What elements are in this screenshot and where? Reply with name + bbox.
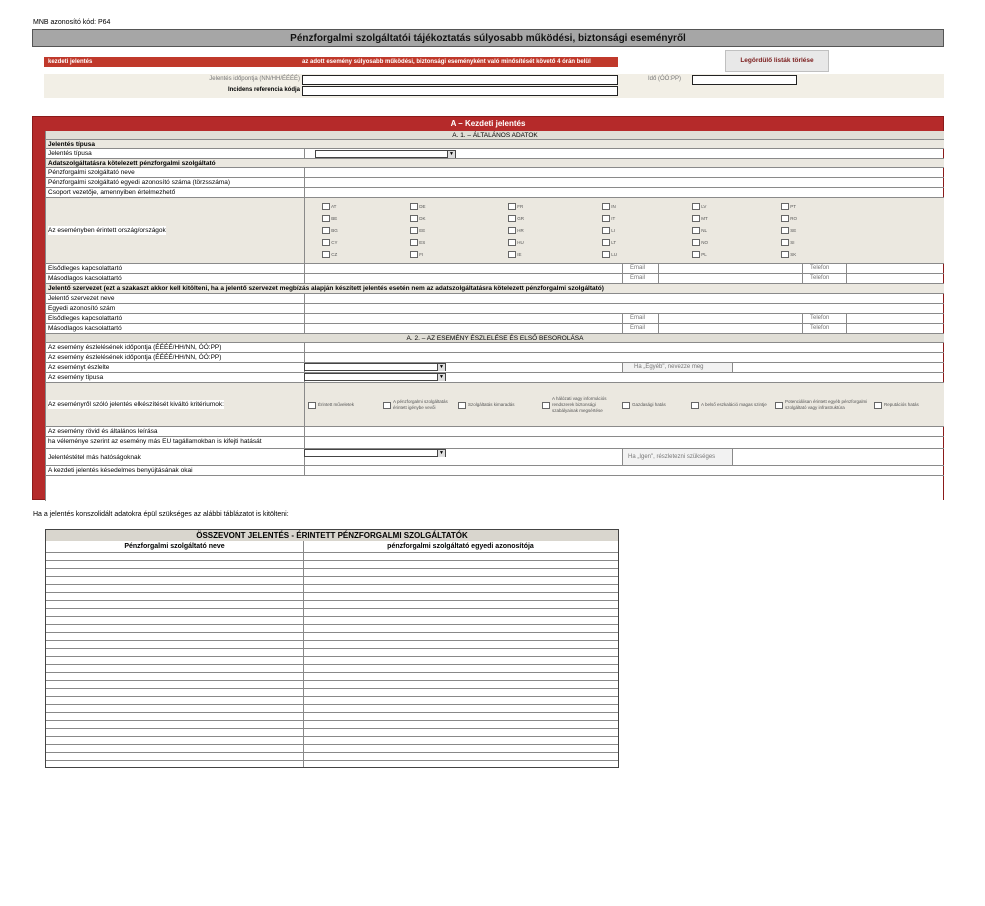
table-row[interactable]	[46, 584, 618, 592]
report-date-label: Jelentés időpontja (NN/HH/ÉÉÉÉ)	[209, 76, 300, 82]
country-checkbox-si[interactable]	[781, 238, 795, 247]
row-label: ha véleménye szerint az esemény más EU tagállamokban is kifejti hatását	[48, 438, 262, 445]
country-checkbox-hr[interactable]	[508, 226, 524, 235]
row-label: Pénzforgalmi szolgáltató neve	[48, 169, 135, 176]
checkbox[interactable]	[781, 227, 789, 234]
row-provider-heading	[46, 159, 944, 168]
checkbox[interactable]	[692, 227, 700, 234]
country-checkbox-cy[interactable]	[322, 238, 338, 247]
country-code: LT	[610, 240, 617, 245]
col-provider-id: pénzforgalmi szolgáltató egyedi azonosítója	[387, 543, 534, 550]
checkbox[interactable]	[692, 251, 700, 258]
country-checkbox-lu[interactable]	[602, 250, 617, 259]
country-checkbox-dk[interactable]	[410, 214, 426, 223]
country-checkbox-it[interactable]	[602, 214, 615, 223]
country-code: SI	[789, 240, 795, 245]
checkbox[interactable]	[602, 251, 610, 258]
checkbox[interactable]	[622, 402, 630, 409]
table-row[interactable]	[46, 640, 618, 648]
section-a-grid	[45, 131, 943, 501]
row-label: Az eseményben érintett ország/országok	[48, 227, 166, 234]
country-code: EE	[418, 228, 426, 233]
country-code: FI	[418, 252, 424, 257]
row-label: Másodlagos kacsolattartó	[48, 275, 122, 282]
country-code: IT	[610, 216, 616, 221]
country-code: LI	[610, 228, 616, 233]
criterion-label: Szolgáltatás kimaradás	[468, 402, 515, 407]
country-code: PL	[700, 252, 707, 257]
row-countries	[46, 198, 944, 264]
chevron-down-icon: ▼	[437, 450, 445, 457]
country-checkbox-fi[interactable]	[410, 250, 423, 259]
checkbox[interactable]	[410, 227, 418, 234]
row-label: Egyedi azonosító szám	[48, 305, 116, 312]
criterion-label: A hálózati vagy információs rendszerek biztonsági szabályainak megsértése	[552, 396, 607, 413]
phone-label: Telefon	[810, 315, 830, 321]
country-code: PT	[789, 204, 797, 209]
table-row[interactable]	[46, 624, 618, 632]
criterion-label: Reputációs hatás	[884, 402, 919, 407]
incident-ref-label: Incidens referencia kódja	[227, 87, 300, 93]
row-detected-by	[46, 363, 944, 373]
country-code: AT	[330, 204, 337, 209]
country-code: RO	[789, 216, 798, 221]
table-row[interactable]	[46, 560, 618, 568]
email-label: Email	[630, 275, 646, 281]
phone-label: Telefon	[810, 265, 830, 271]
checkbox[interactable]	[602, 203, 610, 210]
row-reporting-org-name	[46, 294, 944, 304]
row-eu-impact	[46, 437, 944, 449]
subsection-a1-title: A. 1. – ÁLTALÁNOS ADATOK	[452, 132, 538, 139]
chevron-down-icon: ▼	[447, 151, 455, 158]
checkbox[interactable]	[602, 215, 610, 222]
col-provider-name: Pénzforgalmi szolgáltató neve	[124, 543, 225, 550]
other-authorities-select[interactable]	[304, 449, 446, 457]
row-secondary-contact	[46, 274, 944, 284]
table-row[interactable]	[46, 688, 618, 696]
criterion-label: Gazdasági hatás	[632, 402, 666, 407]
criterion-checkbox[interactable]	[874, 389, 934, 421]
checkbox[interactable]	[508, 239, 516, 246]
country-checkbox-li[interactable]	[602, 226, 615, 235]
country-checkbox-ee[interactable]	[410, 226, 425, 235]
country-checkbox-lv[interactable]	[692, 202, 706, 211]
row-other-authorities	[46, 449, 944, 466]
row-label: Adatszolgáltatásra kötelezett pénzforgalmi szolgáltató	[48, 160, 216, 167]
checkbox[interactable]	[410, 251, 418, 258]
consolidated-title: ÖSSZEVONT JELENTÉS - ÉRINTETT PÉNZFORGALMI SZOLGÁLTATÓK	[46, 530, 618, 541]
country-checkbox-lt[interactable]	[602, 238, 616, 247]
phone-label: Telefon	[810, 275, 830, 281]
report-date-input[interactable]	[302, 75, 618, 85]
checkbox[interactable]	[322, 251, 330, 258]
country-checkbox-cz[interactable]	[322, 250, 337, 259]
country-code: GR	[516, 216, 525, 221]
checkbox[interactable]	[775, 402, 783, 409]
row-org-secondary-contact	[46, 324, 944, 334]
checkbox[interactable]	[410, 239, 418, 246]
country-checkbox-pl[interactable]	[692, 250, 707, 259]
section-a	[32, 116, 944, 500]
country-checkbox-se[interactable]	[781, 226, 796, 235]
criterion-label: A pénzforgalmi szolgáltatás érintett igénybe vevői	[393, 399, 448, 410]
country-checkbox-in[interactable]	[602, 202, 616, 211]
table-row[interactable]	[46, 592, 618, 600]
table-row[interactable]	[46, 720, 618, 728]
criterion-checkbox[interactable]	[308, 389, 378, 421]
consolidated-table	[45, 529, 619, 768]
row-label: Az eseményről szóló jelentés elkészítését kiváltó kritériumok:	[48, 401, 224, 408]
subsection-a2-title: A. 2. – AZ ESEMÉNY ÉSZLELÉSE ÉS ELSŐ BESOROLÁSA	[406, 335, 584, 342]
row-detection-time-1	[46, 343, 944, 353]
country-checkbox-be[interactable]	[322, 214, 337, 223]
checkbox[interactable]	[322, 239, 330, 246]
checkbox[interactable]	[410, 203, 418, 210]
country-checkbox-bg[interactable]	[322, 226, 338, 235]
checkbox[interactable]	[692, 215, 700, 222]
table-row[interactable]	[46, 760, 618, 768]
table-row[interactable]	[46, 568, 618, 576]
table-row[interactable]	[46, 600, 618, 608]
country-code: HU	[516, 240, 524, 245]
row-primary-contact	[46, 264, 944, 274]
checkbox[interactable]	[874, 402, 882, 409]
table-row[interactable]	[46, 728, 618, 736]
country-checkbox-hu[interactable]	[508, 238, 524, 247]
row-label: Elsődleges kapcsolattartó	[48, 265, 123, 272]
country-code: BG	[330, 228, 338, 233]
country-checkbox-pt[interactable]	[781, 202, 796, 211]
report-type-select[interactable]	[315, 150, 456, 158]
event-type-select[interactable]	[304, 373, 446, 381]
table-row[interactable]	[46, 608, 618, 616]
checkbox[interactable]	[308, 402, 316, 409]
checkbox[interactable]	[322, 203, 330, 210]
country-checkbox-fr[interactable]	[508, 202, 523, 211]
incident-ref-input[interactable]	[302, 86, 618, 96]
country-code: DE	[418, 204, 426, 209]
country-checkbox-nl[interactable]	[692, 226, 707, 235]
country-checkbox-gr[interactable]	[508, 214, 524, 223]
chevron-down-icon: ▼	[437, 374, 445, 381]
subsection-a1	[46, 131, 944, 140]
country-code: SE	[789, 228, 797, 233]
detected-by-select[interactable]	[304, 363, 446, 371]
country-code: NO	[700, 240, 709, 245]
row-label: Az eseményt észlelte	[48, 364, 110, 371]
country-code: CY	[330, 240, 338, 245]
time-input[interactable]	[692, 75, 797, 85]
checkbox[interactable]	[781, 203, 789, 210]
criterion-label: Érintett műveletek	[318, 402, 355, 407]
table-row[interactable]	[46, 664, 618, 672]
table-row[interactable]	[46, 576, 618, 584]
table-row[interactable]	[46, 632, 618, 640]
criterion-checkbox[interactable]	[383, 389, 455, 421]
subsection-a2	[46, 334, 944, 343]
row-event-type	[46, 373, 944, 383]
table-row[interactable]	[46, 696, 618, 704]
row-criteria	[46, 383, 944, 427]
table-row[interactable]	[46, 752, 618, 760]
checkbox[interactable]	[383, 402, 391, 409]
email-label: Email	[630, 315, 646, 321]
country-code: CZ	[330, 252, 338, 257]
row-label: Elsődleges kapcsolattartó	[48, 315, 123, 322]
country-checkbox-es[interactable]	[410, 238, 425, 247]
country-code: LU	[610, 252, 618, 257]
criterion-checkbox[interactable]	[622, 389, 686, 421]
country-checkbox-mt[interactable]	[692, 214, 708, 223]
clear-dropdowns-button[interactable]: Legördülő listák törlése	[725, 50, 829, 72]
checkbox[interactable]	[542, 402, 550, 409]
table-row[interactable]	[46, 744, 618, 752]
row-report-type	[46, 149, 944, 159]
consolidated-note: Ha a jelentés konszolidált adatokra épül szükséges az alábbi táblázatot is kitölteni:	[33, 511, 289, 518]
checkbox[interactable]	[781, 215, 789, 222]
row-label: Másodlagos kacsolattartó	[48, 325, 122, 332]
table-row[interactable]	[46, 704, 618, 712]
row-org-primary-contact	[46, 314, 944, 324]
checkbox[interactable]	[602, 239, 610, 246]
country-checkbox-no[interactable]	[692, 238, 708, 247]
checkbox[interactable]	[781, 251, 789, 258]
row-label: Csoport vezetője, amennyiben értelmezhető	[48, 189, 176, 196]
country-code: BE	[330, 216, 338, 221]
table-row[interactable]	[46, 656, 618, 664]
checkbox[interactable]	[692, 239, 700, 246]
row-report-type-heading	[46, 140, 944, 149]
checkbox[interactable]	[508, 227, 516, 234]
country-code: LV	[700, 204, 707, 209]
criterion-checkbox[interactable]	[458, 389, 538, 421]
row-provider-name	[46, 168, 944, 178]
row-group-leader	[46, 188, 944, 198]
row-reporting-org-id	[46, 304, 944, 314]
country-checkbox-ie[interactable]	[508, 250, 522, 259]
row-label: Az esemény típusa	[48, 374, 104, 381]
country-code: ES	[418, 240, 426, 245]
yes-hint: Ha „Igen", részletezni szükséges	[628, 454, 716, 460]
table-row[interactable]	[46, 680, 618, 688]
report-type-bar	[44, 57, 618, 67]
table-row[interactable]	[46, 648, 618, 656]
report-type-note: az adott esemény súlyosabb működési, biztonsági eseményként való minősítését követő 4 órán belül	[302, 59, 591, 65]
checkbox[interactable]	[458, 402, 466, 409]
checkbox[interactable]	[692, 203, 700, 210]
row-label: Jelentő szervezet neve	[48, 295, 115, 302]
country-code: HR	[516, 228, 524, 233]
country-code: IE	[516, 252, 522, 257]
time-label: Idő (ÓÓ:PP)	[648, 76, 682, 82]
report-type-label: kezdeti jelentés	[48, 59, 93, 65]
checkbox[interactable]	[781, 239, 789, 246]
row-description	[46, 427, 944, 437]
checkbox[interactable]	[602, 227, 610, 234]
checkbox[interactable]	[322, 215, 330, 222]
country-code: NL	[700, 228, 708, 233]
row-late-reasons	[46, 466, 944, 476]
criterion-label: A belső eszkaláció magas szintje	[701, 402, 767, 407]
table-row[interactable]	[46, 672, 618, 680]
country-code: SK	[789, 252, 797, 257]
row-provider-id	[46, 178, 944, 188]
table-row[interactable]	[46, 616, 618, 624]
phone-label: Telefon	[810, 325, 830, 331]
criterion-checkbox[interactable]	[775, 389, 871, 421]
chevron-down-icon: ▼	[437, 364, 445, 371]
table-row[interactable]	[46, 552, 618, 560]
table-row[interactable]	[46, 712, 618, 720]
row-label: Jelentés típusa	[48, 141, 95, 148]
email-label: Email	[630, 325, 646, 331]
row-label: Jelentés típusa	[48, 150, 92, 157]
checkbox[interactable]	[322, 227, 330, 234]
checkbox[interactable]	[508, 251, 516, 258]
country-checkbox-at[interactable]	[322, 202, 336, 211]
checkbox[interactable]	[691, 402, 699, 409]
criterion-checkbox[interactable]	[542, 389, 620, 421]
checkbox[interactable]	[410, 215, 418, 222]
checkbox[interactable]	[508, 203, 516, 210]
row-label: Jelentő szervezet (ezt a szakaszt akkor kell kitölteni, ha a jelentő szervezet megbízás alapján készített jelentés esetén nem az adatszolgáltatásra kötelezett pénzforgalmi szolgáltató)	[48, 285, 604, 292]
country-code: FR	[516, 204, 524, 209]
row-label: Az esemény észlelésének időpontja (ÉÉÉÉ/HH/NN, ÓÓ:PP)	[48, 354, 222, 361]
row-label: Az esemény rövid és általános leírása	[48, 428, 158, 435]
criterion-label: Potenciálisan érintett egyéb pénzforgalmi szolgáltató vagy infrastruktúra	[785, 399, 868, 410]
country-code: IN	[610, 204, 616, 209]
row-label: Pénzforgalmi szolgáltató egyedi azonosító száma (törzsszáma)	[48, 179, 231, 186]
table-row[interactable]	[46, 736, 618, 744]
criterion-checkbox[interactable]	[691, 389, 771, 421]
country-checkbox-sk[interactable]	[781, 250, 796, 259]
email-label: Email	[630, 265, 646, 271]
page-title: Pénzforgalmi szolgáltatói tájékoztatás súlyosabb működési, biztonsági eseményről	[32, 29, 944, 47]
country-code: MT	[700, 216, 708, 221]
country-checkbox-ro[interactable]	[781, 214, 797, 223]
checkbox[interactable]	[508, 215, 516, 222]
country-code: DK	[418, 216, 426, 221]
country-checkbox-de[interactable]	[410, 202, 426, 211]
row-reporting-org-heading	[46, 284, 944, 294]
other-hint: Ha „Egyéb", nevezze meg	[634, 364, 704, 370]
section-a-title: A – Kezdeti jelentés	[450, 119, 526, 128]
row-label: A kezdeti jelentés késedelmes benyújtásának okai	[48, 467, 193, 474]
form-code: MNB azonosító kód: P64	[33, 19, 111, 26]
row-label: Jelentéstétel más hatóságoknak	[48, 454, 141, 461]
row-detection-time-2	[46, 353, 944, 363]
row-label: Az esemény észlelésének időpontja (ÉÉÉÉ/HH/NN, ÓÓ:PP)	[48, 344, 222, 351]
